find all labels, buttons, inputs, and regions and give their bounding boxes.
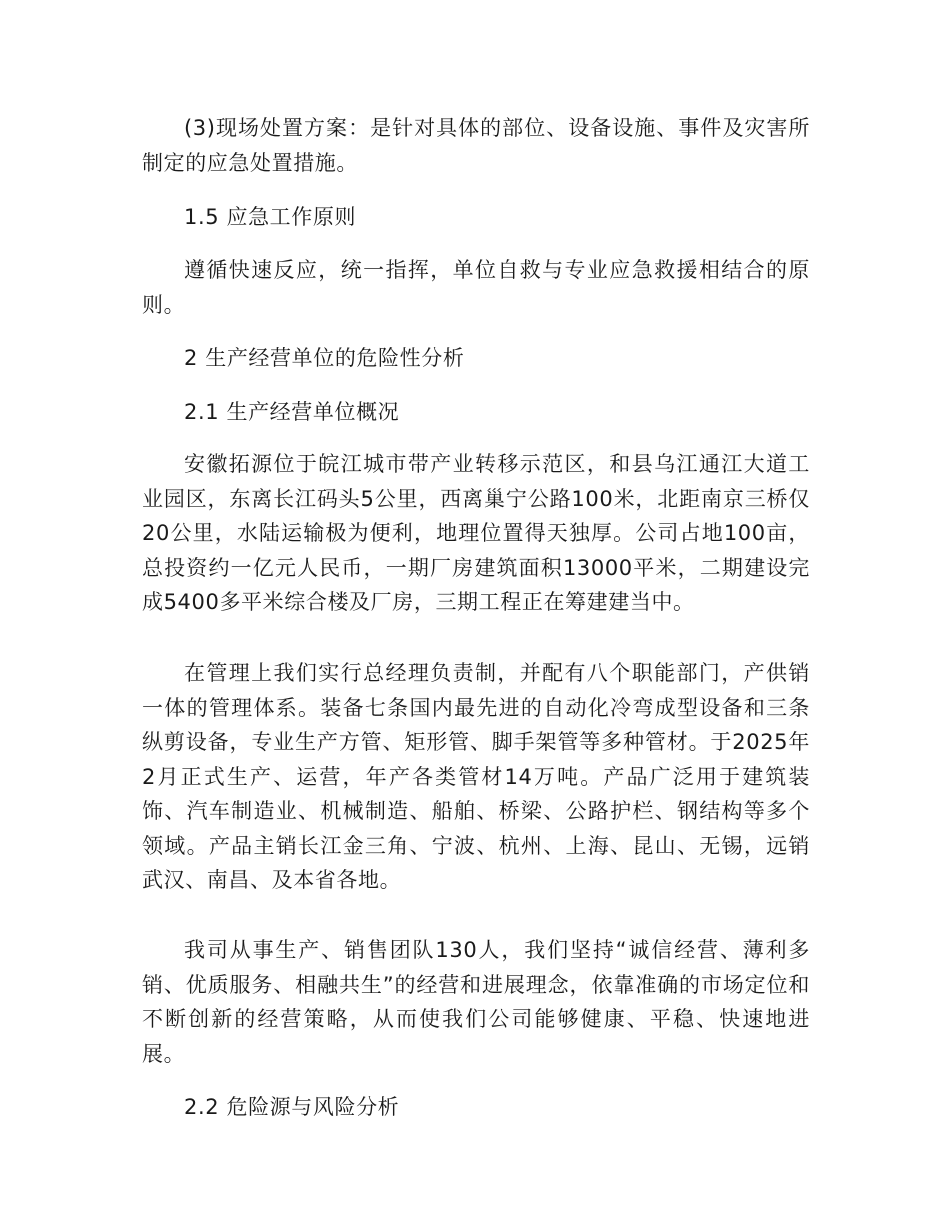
paragraph-scene-disposal-plan: (3)现场处置方案：是针对具体的部位、设备设施、事件及灾害所制定的应急处置措施。 xyxy=(142,116,810,175)
paragraph-principles: 遵循快速反应，统一指挥，单位自救与专业应急救援相结合的原则。 xyxy=(142,258,810,317)
paragraph-management: 在管理上我们实行总经理负责制，并配有八个职能部门，产供销一体的管理体系。装备七条国内最先进的自动化冷弯成型设备和三条纵剪设备，专业生产方管、矩形管、脚手架管等多种管材。于2025年2月正式生产、运营，年产各类管材14万吨。产品广泛用于建筑装饰、汽车制造业、机械制造、船舶、桥梁、公路护栏、钢结构等多个领域。产品主销长江金三角、宁波、杭州、上海、昆山、无锡，远销武汉、南昌、及本省各地。 xyxy=(142,661,810,892)
paragraph-team: 我司从事生产、销售团队130人，我们坚持“诚信经营、薄利多销、优质服务、相融共生”的经营和进展理念，依靠准确的市场定位和不断创新的经营策略，从而使我们公司能够健康、平稳、快速地进展。 xyxy=(142,938,810,1066)
paragraph-company-location: 安徽拓源位于皖江城市带产业转移示范区，和县乌江通江大道工业园区，东离长江码头5公里，西离巢宁公路100米，北距南京三桥仅20公里，水陆运输极为便利，地理位置得天独厚。公司占地100亩，总投资约一亿元人民币，一期厂房建筑面积13000平米，二期建设完成5400多平米综合楼及厂房，三期工程正在筹建建当中。 xyxy=(142,452,810,614)
heading-risk-analysis: 2 生产经营单位的危险性分析 xyxy=(184,346,465,370)
heading-company-overview: 2.1 生产经营单位概况 xyxy=(184,400,400,424)
heading-hazard-analysis: 2.2 危险源与风险分析 xyxy=(184,1095,400,1119)
heading-emergency-principles: 1.5 应急工作原则 xyxy=(184,205,357,229)
